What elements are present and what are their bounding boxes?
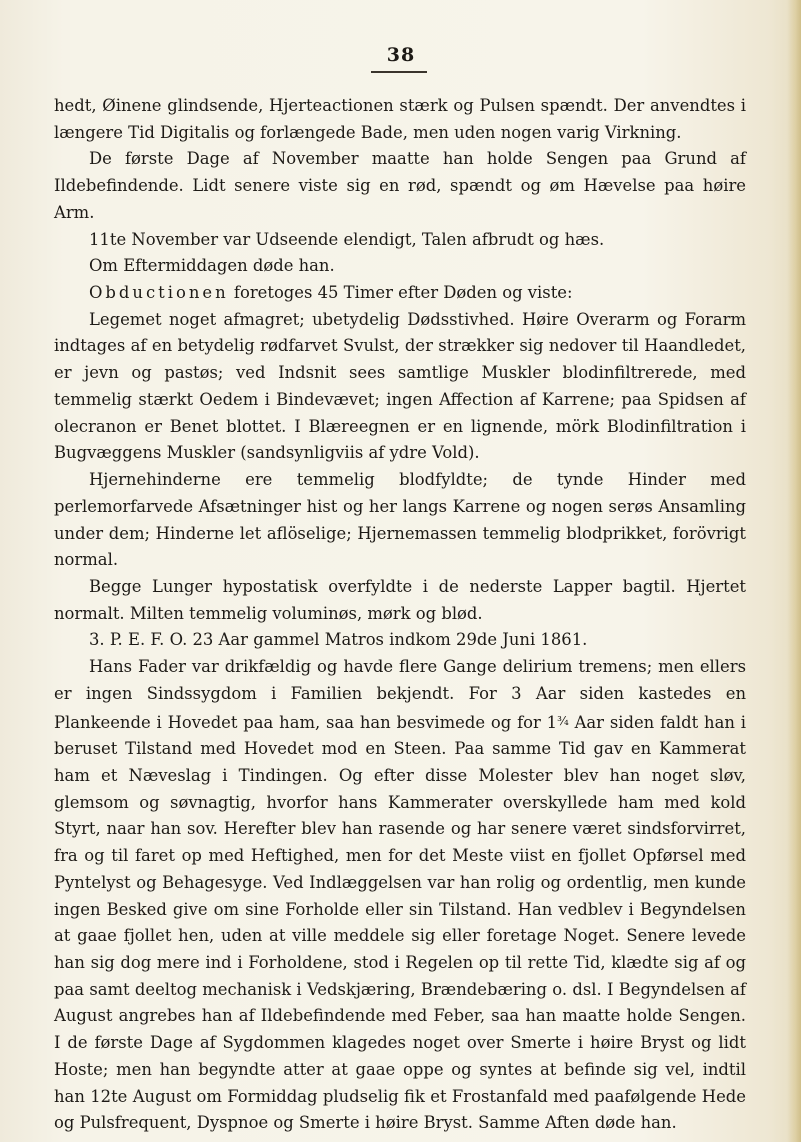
paragraph-3 (54, 227, 746, 254)
paragraph-8 (54, 574, 746, 627)
paragraph-5 (54, 280, 746, 307)
paragraph-text: De første Dage af November maatte han holde Sengen paa Grund af Ildebefindende. Lidt senere viste sig en rød, spændt og øm Hævelse paa høire Arm. (54, 149, 746, 222)
paragraph-7 (54, 467, 746, 574)
paragraph-text: Hans Fader var drikfældig og havde flere Gange delirium tremens; men ellers er ingen Sindssygdom i Familien bekjendt. For 3 Aar siden kastedes en Plankeende i Hovedet paa ham, saa han besvimede og for 1 (54, 657, 746, 732)
body-text (54, 93, 746, 1137)
page-number: 38 (386, 44, 416, 66)
paragraph-6 (54, 307, 746, 467)
obduction-heading: Obductionen (89, 283, 229, 303)
paragraph-text: hedt, Øinene glindsende, Hjerteactionen stærk og Pulsen spændt. Der anvendtes i længere Tid Digitalis og forlængede Bade, men uden nogen varig Virkning. (54, 96, 746, 142)
page-edge-shadow (787, 0, 801, 1142)
page-number-underline (371, 71, 427, 73)
paragraph-text: Aar siden faldt han i beruset Tilstand med Hovedet mod en Steen. Paa samme Tid gav en Kammerat ham et Næveslag i Tindingen. Og efter disse Molester blev han noget sløv, glemsom og søvnagtig, hvorfor hans Kammerater overskyllede ham med kold Styrt, naar han sov. Herefter blev han rasende og har senere været sindsforvirret, fra og til faret op med Heftighed, men for det Meste viist en fjollet Opførsel med Pyntelyst og Behagesyge. Ved Indlæggelsen var han rolig og ordentlig, men kunde ingen Besked give om sine Forholde eller sin Tilstand. Han vedblev i Begyndelsen at gaae fjollet hen, uden at ville meddele sig eller foretage Noget. Senere levede han sig dog mere ind i Forholdene, stod i Regelen op til rette Tid, klædte sig af og paa samt deeltog mechanisk i Vedskjæring, Brændebæring o. dsl. I Begyndelsen af August angrebes han af Ildebefindende med Feber, saa han maatte holde Sengen. I de første Dage af Sygdommen klagedes noget over Smerte i høire Bryst og lidt Hoste; men han begyndte atter at gaae oppe og syntes at befinde sig vel, indtil han 12te August om Formiddag pludselig fik et Frostanfald med paafølgende Hede og Pulsfrequent, Dyspnoe og Smerte i høire Bryst. Samme Aften døde han. (54, 712, 746, 1133)
paragraph-9 (54, 627, 746, 654)
paragraph-text: 11te November var Udseende elendigt, Talen afbrudt og hæs. (89, 229, 605, 249)
paragraph-4 (54, 253, 746, 280)
paragraph-10 (54, 654, 746, 1137)
paragraph-text: Hjernehinderne ere temmelig blodfyldte; de tynde Hinder med perlemorfarvede Afsætninger hist og her langs Karrene og nogen serøs Ansamling under dem; Hinderne let aflöselige; Hjernemassen temmelig blodprikket, forövrigt normal. (54, 470, 746, 570)
paragraph-text: Om Eftermiddagen døde han. (89, 256, 335, 276)
paragraph-text: foretoges 45 Timer efter Døden og viste: (228, 283, 573, 303)
paragraph-text: Begge Lunger hypostatisk overfyldte i de nederste Lapper bagtil. Hjertet normalt. Milten temmelig voluminøs, mørk og blød. (54, 576, 746, 623)
paragraph-2 (54, 146, 746, 226)
paragraph-1 (54, 93, 746, 146)
paragraph-text: Legemet noget afmagret; ubetydelig Dødsstivhed. Høire Overarm og Forarm indtages af en betydelig rødfarvet Svulst, der strækker sig nedover til Haandledet, er jevn og pastøs; ved Indsnit sees samtlige Muskler blodinfiltrerede, med temmelig stærkt Oedem i Bindevævet; ingen Affection af Karrene; paa Spidsen af olecranon er Benet blottet. I Blæreegnen er en lignende, mörk Blodinfiltration i Bugvæggens Muskler (sandsynligviis af ydre Vold). (54, 309, 746, 463)
case-heading: 3. P. E. F. O. 23 Aar gammel Matros indkom 29de Juni 1861. (89, 630, 588, 650)
fraction: ¾ (557, 713, 569, 728)
